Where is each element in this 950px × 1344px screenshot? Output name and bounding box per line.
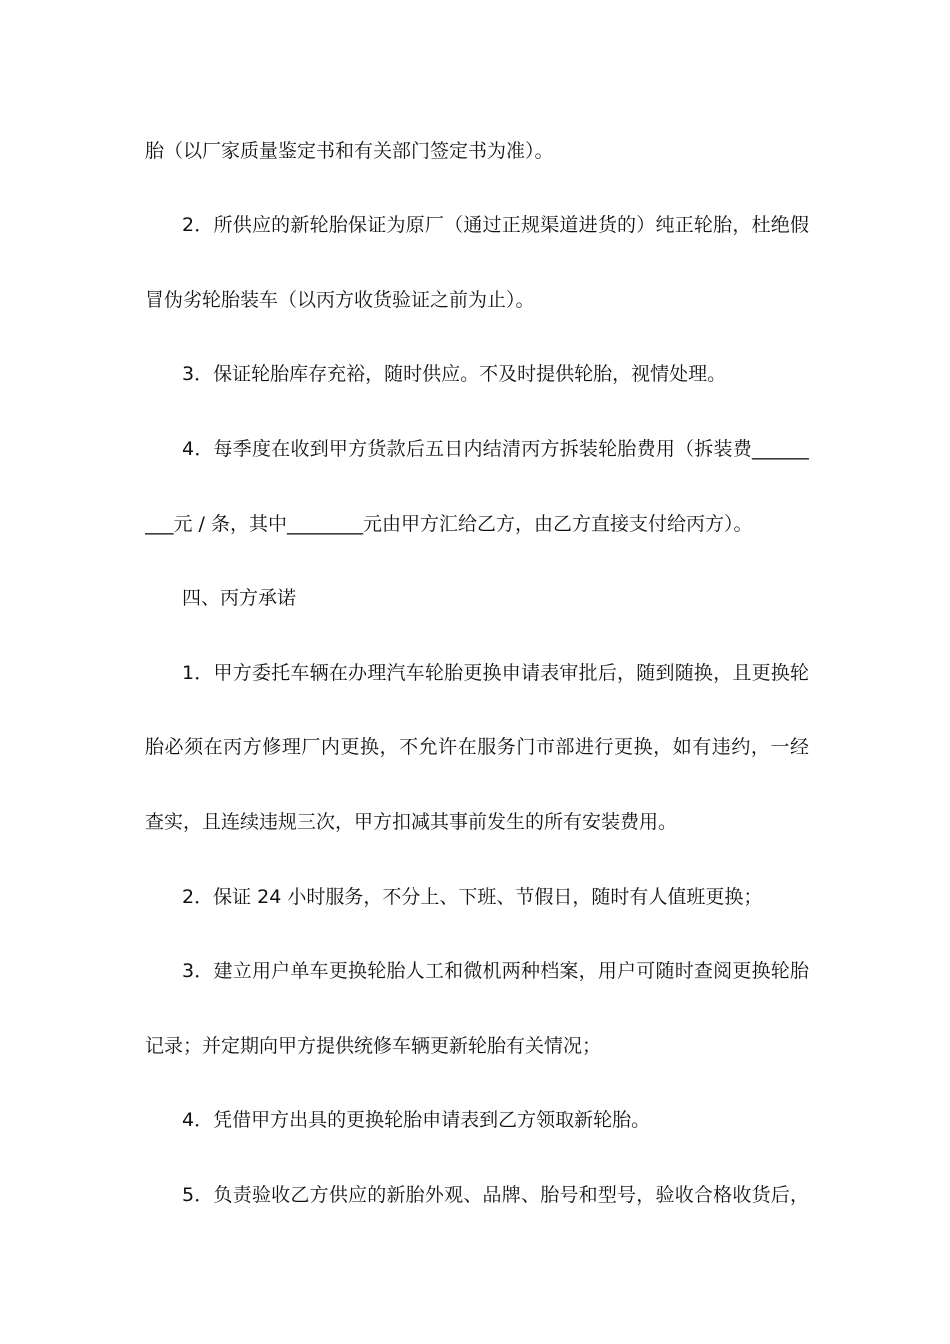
- text-line: 2．保证 24 小时服务，不分上、下班、节假日，随时有人值班更换；: [182, 886, 763, 908]
- text-line: 1．甲方委托车辆在办理汽车轮胎更换申请表审批后，随到随换，且更换轮: [182, 662, 809, 684]
- text-line: 胎必须在丙方修理厂内更换，不允许在服务门市部进行更换，如有违约，一经: [145, 736, 809, 758]
- text-line: 记录；并定期向甲方提供统修车辆更新轮胎有关情况；: [145, 1035, 602, 1057]
- text-line: 5．负责验收乙方供应的新胎外观、品牌、胎号和型号，验收合格收货后，: [182, 1184, 809, 1206]
- section-heading: 四、丙方承诺: [182, 587, 297, 609]
- text-line: 4．每季度在收到甲方货款后五日内结清丙方拆装轮胎费用（拆装费______: [182, 438, 809, 460]
- text-line: 3．建立用户单车更换轮胎人工和微机两种档案，用户可随时查阅更换轮胎: [182, 960, 809, 982]
- text-line: 4．凭借甲方出具的更换轮胎申请表到乙方领取新轮胎。: [182, 1109, 651, 1131]
- text-line: 胎（以厂家质量鉴定书和有关部门签定书为准）。: [145, 140, 554, 162]
- text-line: 2．所供应的新轮胎保证为原厂（通过正规渠道进货的）纯正轮胎，杜绝假: [182, 214, 809, 236]
- text-line: 查实，且连续违规三次，甲方扣减其事前发生的所有安装费用。: [145, 811, 678, 833]
- text-line: 冒伪劣轮胎装车（以丙方收货验证之前为止）。: [145, 289, 535, 311]
- text-line: 3．保证轮胎库存充裕，随时供应。不及时提供轮胎，视情处理。: [182, 363, 727, 385]
- text-line: ___元 / 条，其中________元由甲方汇给乙方，由乙方直接支付给丙方）。: [145, 513, 753, 535]
